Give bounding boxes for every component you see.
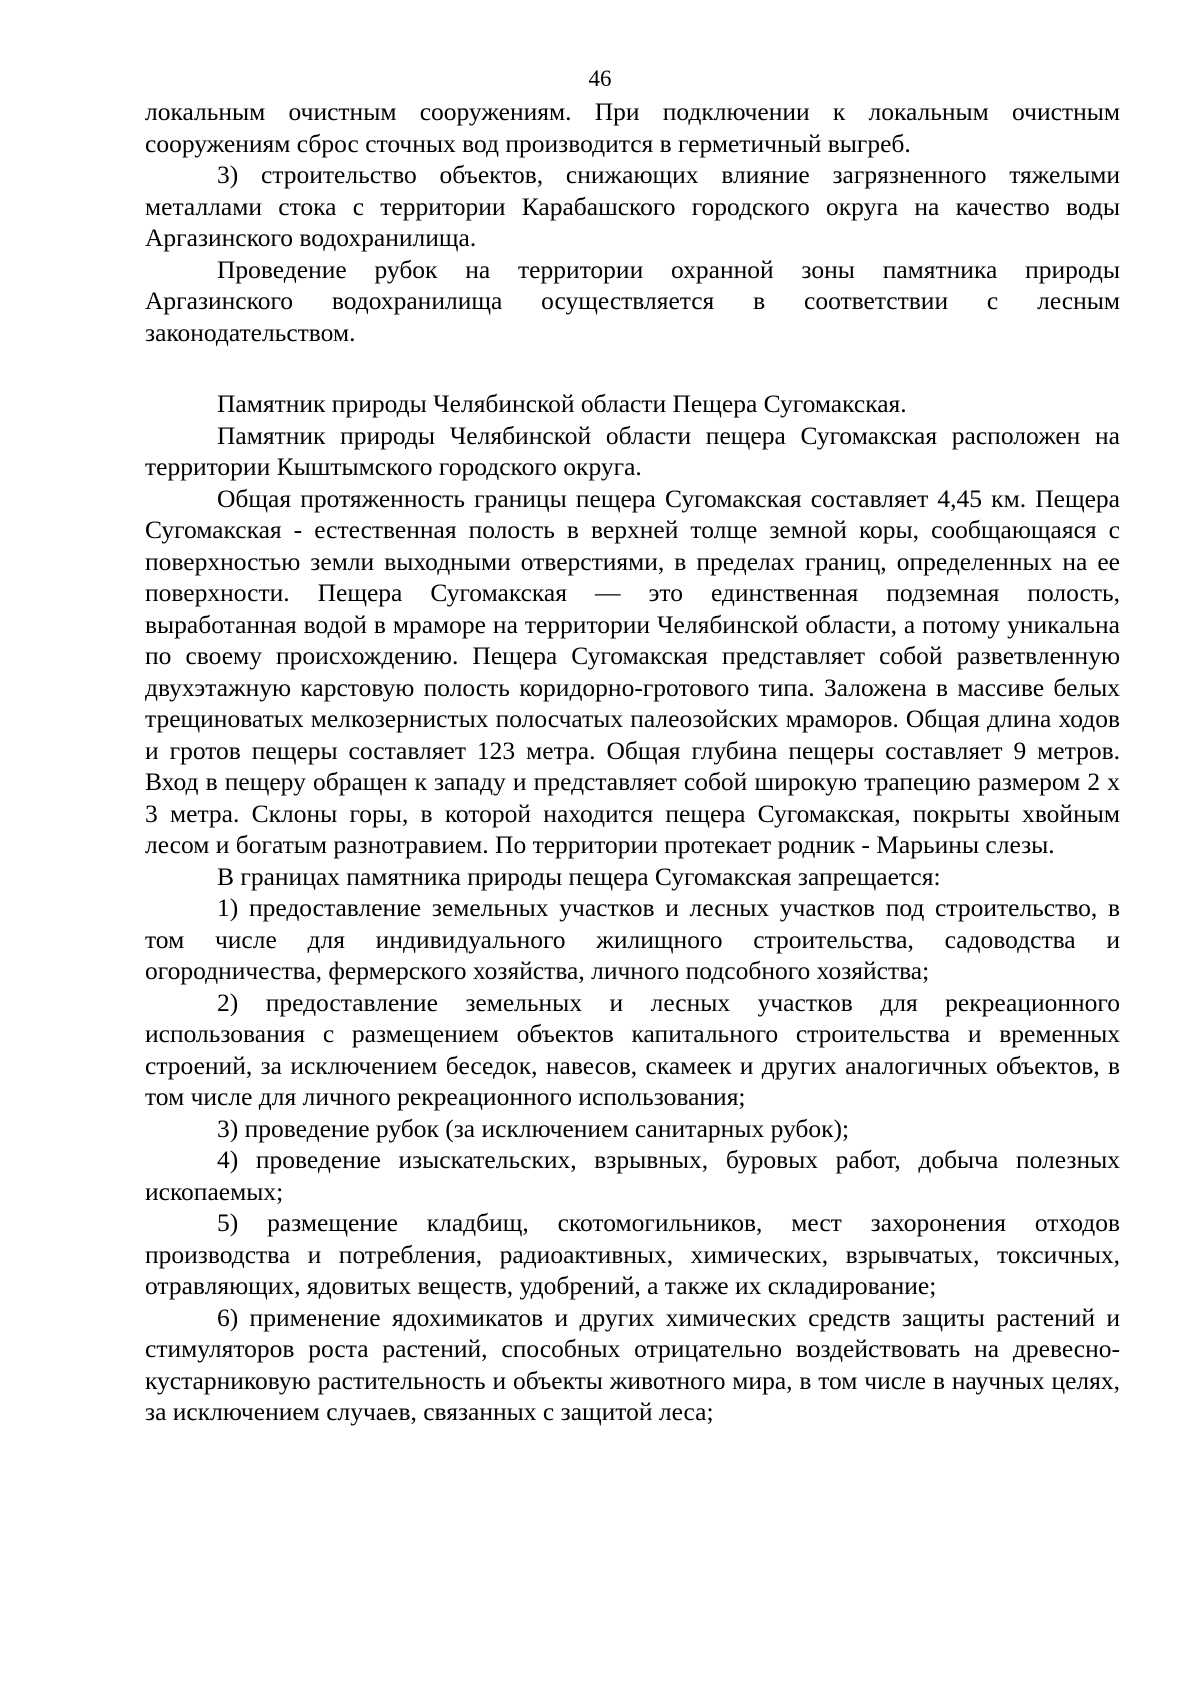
paragraph-item-3-karabash: 3) строительство объектов, снижающих влияние загрязненного тяжелыми металлами стока с территории Карабашского городского округа на качество воды Аргазинского водохранилища. [145,160,1120,252]
paragraph-description: Общая протяженность границы пещера Сугомакская составляет 4,45 км. Пещера Сугомакская - естественная полость в верхней толще земной коры, сообщающаяся с поверхностью земли выходными отверстиями, в пределах границ, определенных на ее поверхности. Пещера Сугомакская — это единственная подземная полость, выработанная водой в мраморе на территории Челябинской области, а потому уникальна по своему происхождению. Пещера Сугомакская представляет собой разветвленную двухэтажную карстовую полость коридорно-гротового типа. Заложена в массиве белых трещиноватых мелкозернистых полосчатых палеозойских мраморов. Общая длина ходов и гротов пещеры составляет 123 метра. Общая глубина пещеры составляет 9 метров. Вход в пещеру обращен к западу и представляет собой широкую трапецию размером 2 х 3 метра. Склоны горы, в которой находится пещера Сугомакская, покрыты хвойным лесом и богатым разнотравием. По территории протекает родник - Марьины слезы. [145,483,1120,859]
section-heading-sugomak-cave: Памятник природы Челябинской области Пещера Сугомакская. [217,389,907,418]
list-item-4: 4) проведение изыскательских, взрывных, буровых работ, добыча полезных ископаемых; [145,1145,1120,1206]
section-gap [145,348,1120,388]
list-item-5: 5) размещение кладбищ, скотомогильников, мест захоронения отходов производства и потребления, радиоактивных, химических, взрывчатых, токсичных, отравляющих, ядовитых веществ, удобрений, а также их складирование; [145,1208,1120,1300]
paragraph-location: Памятник природы Челябинской области пещера Сугомакская расположен на территории Кыштымского городского округа. [145,420,1120,481]
list-item-2: 2) предоставление земельных и лесных участков для рекреационного использования с размещением объектов капитального строительства и временных строений, за исключением беседок, навесов, скамеек и других аналогичных объектов, в том числе для личного рекреационного использования; [145,987,1120,1111]
page-number: 46 [588,66,612,91]
document-body [145,96,1120,1428]
paragraph-continuation: локальным очистным сооружениям. При подключении к локальным очистным сооружениям сброс сточных вод производится в герметичный выгреб. [145,97,1120,158]
paragraph-prohibitions-intro: В границах памятника природы пещера Сугомакская запрещается: [217,861,941,891]
paragraph-logging-argazi: Проведение рубок на территории охранной зоны памятника природы Аргазинского водохранилища осуществляется в соответствии с лесным законодательством. [145,254,1120,347]
list-item-6: 6) применение ядохимикатов и других химических средств защиты растений и стимуляторов роста растений, способных отрицательно воздействовать на древесно-кустарниковую растительность и объекты животного мира, в том числе в научных целях, за исключением случаев, связанных с защитой леса; [145,1302,1120,1426]
list-item-3: 3) проведение рубок (за исключением санитарных рубок); [217,1113,850,1143]
list-item-1: 1) предоставление земельных участков и лесных участков под строительство, в том числе для индивидуального жилищного строительства, садоводства и огородничества, фермерского хозяйства, личного подсобного хозяйства; [145,893,1120,985]
